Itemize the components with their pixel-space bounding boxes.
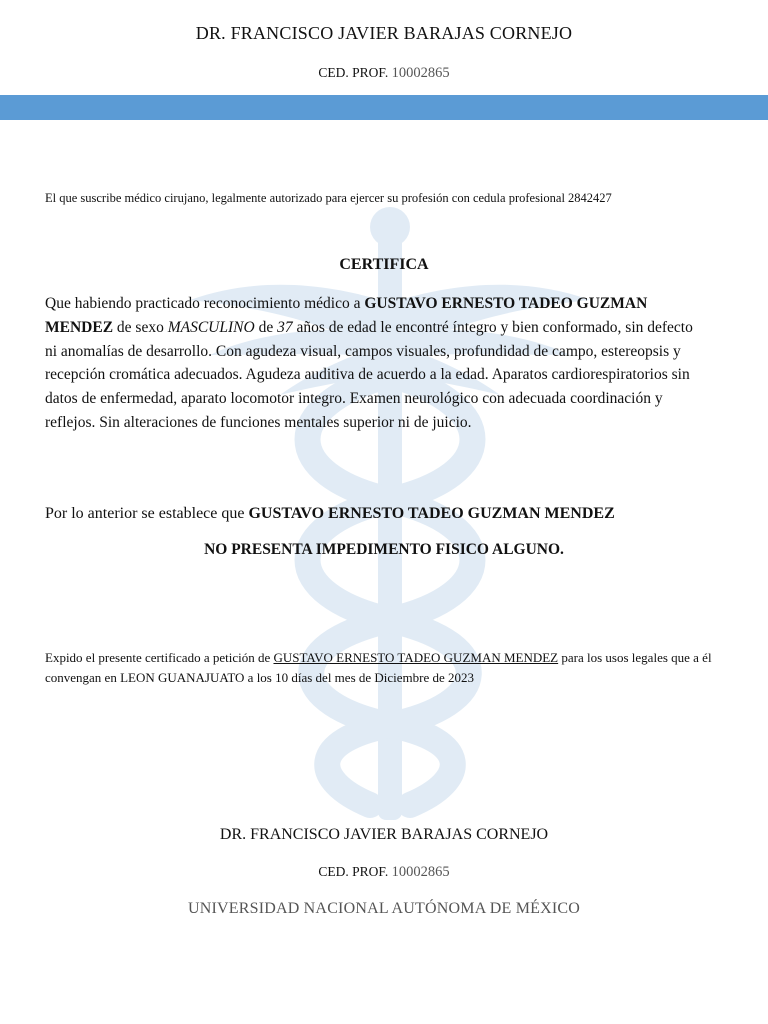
body-part2: de sexo <box>113 318 168 336</box>
no-impedimento-statement: NO PRESENTA IMPEDIMENTO FISICO ALGUNO. <box>204 541 564 558</box>
signature-doctor-name: DR. FRANCISCO JAVIER BARAJAS CORNEJO <box>219 826 549 843</box>
body-patient-name: GUSTAVO ERNESTO TADEO GUZMAN MENDEZ <box>45 295 648 336</box>
body-part1: Que habiendo practicado reconocimiento médico a <box>45 295 365 312</box>
header-ced-number: 10002865 <box>391 65 450 81</box>
conclusion-prefix: Por lo anterior se establece que <box>45 505 249 522</box>
body-sex: MASCULINO <box>167 318 255 336</box>
expido-paragraph <box>45 648 715 688</box>
signature-university: UNIVERSIDAD NACIONAL AUTÓNOMA DE MÉXICO <box>187 900 581 917</box>
body-age: 37 <box>277 318 293 336</box>
expido-prefix: Expido el presente certificado a petición de <box>45 650 274 665</box>
certificate-body <box>45 292 700 435</box>
signature-ced-number: 10002865 <box>391 864 450 880</box>
certifica-title: CERTIFICA <box>339 256 429 273</box>
body-part4: años de edad le encontré íntegro y bien conformado, sin defecto ni anomalías de desarrollo. Con agudeza visual, campos visuales, profundidad de campo, estereopsis y recepción cromática adecuados. Agudeza auditiva de acuerdo a la edad. Aparatos cardiorespiratorios sin datos de enfermedad, aparato locomotor integro. Examen neurológico con adecuada coordinación y reflejos. Sin alteraciones de funciones mentales superior ni de juicio. <box>45 318 693 431</box>
header-doctor-name: DR. FRANCISCO JAVIER BARAJAS CORNEJO <box>195 23 573 43</box>
expido-patient-name: GUSTAVO ERNESTO TADEO GUZMAN MENDEZ <box>273 650 559 665</box>
intro-text: El que suscribe médico cirujano, legalmente autorizado para ejercer su profesión con cedula profesional 2842427 <box>45 191 612 205</box>
header-ced-label: CED. PROF. <box>318 65 389 80</box>
expido-suffix: para los usos legales que a él convengan en LEON GUANAJUATO a los 10 días del mes de Diciembre de 2023 <box>45 650 712 685</box>
conclusion-patient-name: GUSTAVO ERNESTO TADEO GUZMAN MENDEZ <box>248 505 615 522</box>
body-part3: de <box>254 318 278 336</box>
conclusion-line <box>45 505 735 523</box>
signature-ced-label: CED. PROF. <box>318 864 389 879</box>
header-blue-bar <box>0 95 768 120</box>
signature-cedula <box>0 864 768 881</box>
header-cedula <box>0 65 768 82</box>
